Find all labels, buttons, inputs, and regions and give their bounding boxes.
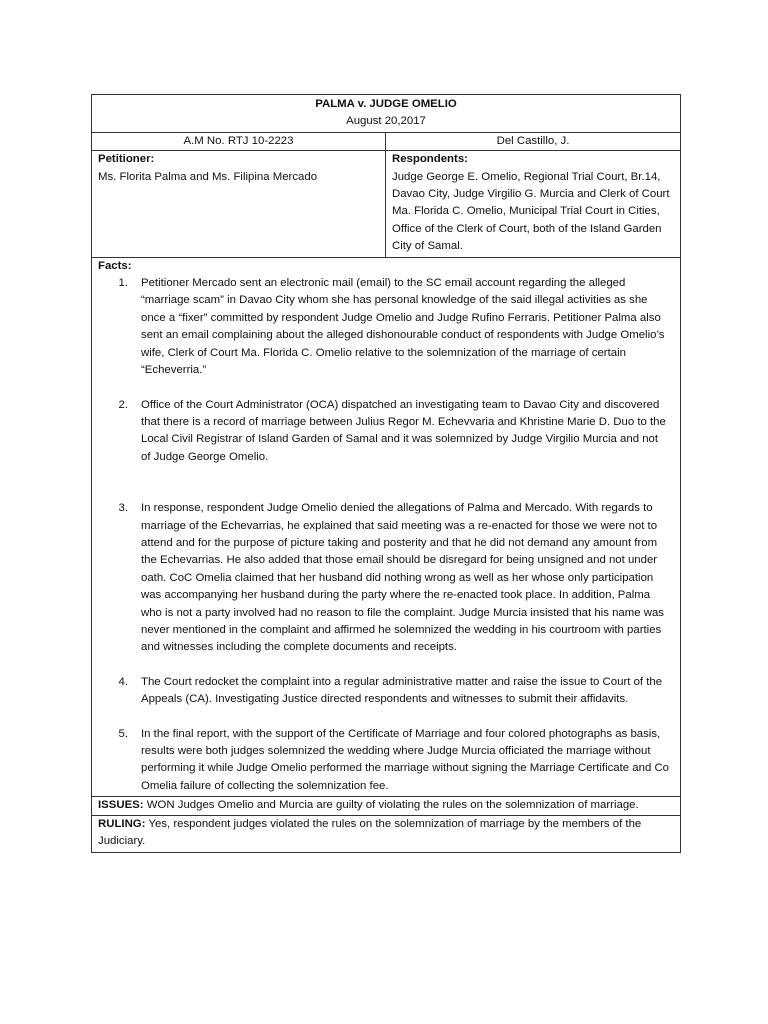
fact-number: 2. — [118, 398, 128, 411]
fact-text: Petitioner Mercado sent an electronic mail (email) to the SC email account regarding the alleged “marriage scam” in Davao City whom she has personal knowledge of the said illegal activities as she once a “fixer” committed by respondent Judge Omelio and Judge Rufino Ferraris. Petitioner Palma also sent an email complaining about the alleged dishonourable conduct of respondents with Judge Omelio’s wife, Clerk of Court Ma. Florida C. Omelio relative to the solemnization of the marriage of certain “Echeverria.” — [141, 277, 665, 377]
case-number: A.M No. RTJ 10-2223 — [92, 133, 386, 150]
fact-item — [98, 726, 674, 796]
fact-item — [98, 397, 674, 467]
ruling-label: RULING: — [98, 817, 146, 830]
fact-text: Office of the Court Administrator (OCA) dispatched an investigating team to Davao City and discovered that there is a record of marriage between Julius Regor M. Echevvaria and Khristine Marie D. Duo to the Local Civil Registrar of Island Garden of Samal and it was solemnized by Judge Virgilio Murcia and not of Judge George Omelio. — [141, 398, 666, 463]
case-title: PALMA v. JUDGE OMELIO — [315, 98, 457, 110]
fact-text: The Court redocket the complaint into a regular administrative matter and raise the issue to Court of the Appeals (CA). Investigating Justice directed respondents and witnesses to submit their affidavits. — [141, 675, 663, 706]
fact-item — [98, 500, 674, 657]
issues-section — [92, 797, 680, 815]
parties-row — [92, 151, 680, 257]
respondents-names: Judge George E. Omelio, Regional Trial Court, Br.14, Davao City, Judge Virgilio G. Murcia and Clerk of Court Ma. Florida C. Omelio, Municipal Trial Court in Cities, Office of the Clerk of Court, both of the Island Garden City of Samal. — [392, 170, 670, 253]
ponente: Del Castillo, J. — [496, 134, 570, 147]
ruling-section — [92, 816, 680, 853]
respondents-label: Respondents: — [392, 153, 468, 166]
petitioner-cell — [92, 151, 386, 256]
fact-text: In the final report, with the support of the Certificate of Marriage and four colored photographs as basis, results were both judges solemnized the wedding where Judge Murcia officiated the marriage without performing it while Judge Omelio performed the marriage without signing the Marriage Certificate and Co Omelia failure of collecting the solemnization fee. — [141, 727, 670, 792]
fact-number: 3. — [118, 502, 128, 515]
fact-item — [98, 275, 674, 379]
petitioner-names: Ms. Florita Palma and Ms. Filipina Mercado — [98, 170, 318, 183]
case-digest-table — [91, 94, 681, 853]
issues-text: WON Judges Omelio and Murcia are guilty of violating the rules on the solemnization of marriage. — [143, 799, 639, 812]
fact-text: In response, respondent Judge Omelio denied the allegations of Palma and Mercado. With regards to marriage of the Echevarrias, he explained that said meeting was a re-enacted for those we were not to attend and for the purpose of picture taking and posterity and that he did not demand any amount from the Echevarrias. He also added that those email should be disregard for being unsigned and not under oath. CoC Omelia claimed that her husband did nothing wrong as well as her whose only participation was accompanying her husband during the party where the re-enacted took place. In addition, Palma who is not a party involved had no reason to file the complaint. Judge Murcia insisted that his name was never mentioned in the complaint and affirmed he solemnized the wedding in his courtroom with parties and witnesses including the complete documents and receipts. — [141, 502, 664, 654]
fact-number: 1. — [118, 277, 128, 290]
fact-number: 5. — [118, 727, 128, 740]
fact-item — [98, 674, 674, 709]
fact-number: 4. — [118, 675, 128, 688]
issues-label: ISSUES: — [98, 799, 144, 812]
petitioner-label: Petitioner: — [98, 153, 155, 166]
facts-label: Facts: — [98, 259, 132, 272]
ruling-text: Yes, respondent judges violated the rules on the solemnization of marriage by the members of the Judiciary. — [98, 817, 642, 848]
facts-section — [92, 258, 680, 798]
respondents-cell — [386, 151, 680, 256]
case-reference-row — [92, 133, 680, 151]
case-date: August 20,2017 — [346, 115, 426, 128]
case-header — [92, 95, 680, 133]
